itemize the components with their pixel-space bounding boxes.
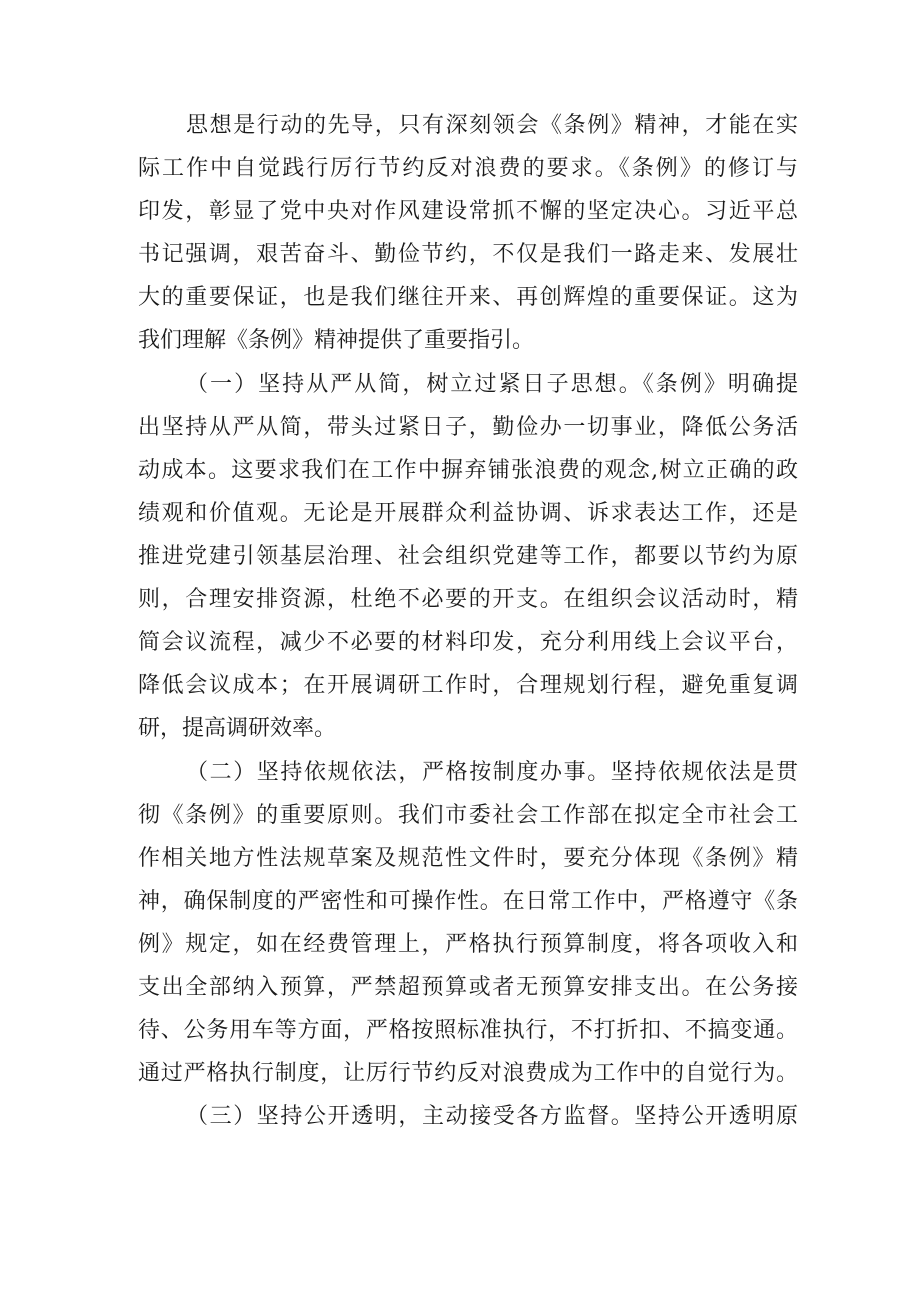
paragraph-2-line-2: 出坚持从严从简，带头过紧日子，勤俭办一切事业，降低公务活 [138, 415, 798, 440]
paragraph-3-line-8: 通过严格执行制度，让厉行节约反对浪费成为工作中的自觉行为。 [138, 1061, 798, 1086]
paragraph-2-line-3: 动成本。这要求我们在工作中摒弃铺张浪费的观念,树立正确的政 [138, 458, 798, 483]
paragraph-4-line-1: （三）坚持公开透明，主动接受各方监督。坚持公开透明原 [186, 1104, 798, 1129]
paragraph-2-line-8: 降低会议成本；在开展调研工作时，合理规划行程，避免重复调 [138, 673, 798, 698]
paragraph-2-line-9: 研，提高调研效率。 [138, 716, 337, 741]
paragraph-2-line-6: 则，合理安排资源，杜绝不必要的开支。在组织会议活动时，精 [138, 587, 798, 612]
paragraph-2-line-5: 推进党建引领基层治理、社会组织党建等工作，都要以节约为原 [138, 544, 798, 569]
paragraph-1-line-4: 书记强调，艰苦奋斗、勤俭节约，不仅是我们一路走来、发展壮 [138, 242, 798, 267]
paragraph-1-line-2: 际工作中自觉践行厉行节约反对浪费的要求。《条例》的修订与 [138, 156, 798, 181]
paragraph-1-line-6: 我们理解《条例》精神提供了重要指引。 [138, 328, 535, 353]
paragraph-3-line-4: 神，确保制度的严密性和可操作性。在日常工作中，严格遵守《条 [138, 889, 798, 914]
paragraph-3-line-2: 彻《条例》的重要原则。我们市委社会工作部在拟定全市社会工 [138, 803, 798, 828]
paragraph-2-line-4: 绩观和价值观。无论是开展群众利益协调、诉求表达工作，还是 [138, 501, 798, 526]
paragraph-1-line-5: 大的重要保证，也是我们继往开来、再创辉煌的重要保证。这为 [138, 285, 798, 310]
paragraph-3-line-1: （二）坚持依规依法，严格按制度办事。坚持依规依法是贯 [186, 760, 798, 785]
paragraph-2-line-1: （一）坚持从严从简，树立过紧日子思想。《条例》明确提 [186, 372, 798, 397]
paragraph-3-line-7: 待、公务用车等方面，严格按照标准执行，不打折扣、不搞变通。 [138, 1018, 798, 1043]
paragraph-3-line-5: 例》规定，如在经费管理上，严格执行预算制度，将各项收入和 [138, 932, 798, 957]
paragraph-1-line-1: 思想是行动的先导，只有深刻领会《条例》精神，才能在实 [186, 113, 798, 138]
paragraph-2-line-7: 简会议流程，减少不必要的材料印发，充分利用线上会议平台， [138, 630, 798, 655]
paragraph-3-line-3: 作相关地方性法规草案及规范性文件时，要充分体现《条例》精 [138, 846, 798, 871]
paragraph-3-line-6: 支出全部纳入预算，严禁超预算或者无预算安排支出。在公务接 [138, 975, 798, 1000]
paragraph-1-line-3: 印发，彰显了党中央对作风建设常抓不懈的坚定决心。习近平总 [138, 199, 798, 224]
